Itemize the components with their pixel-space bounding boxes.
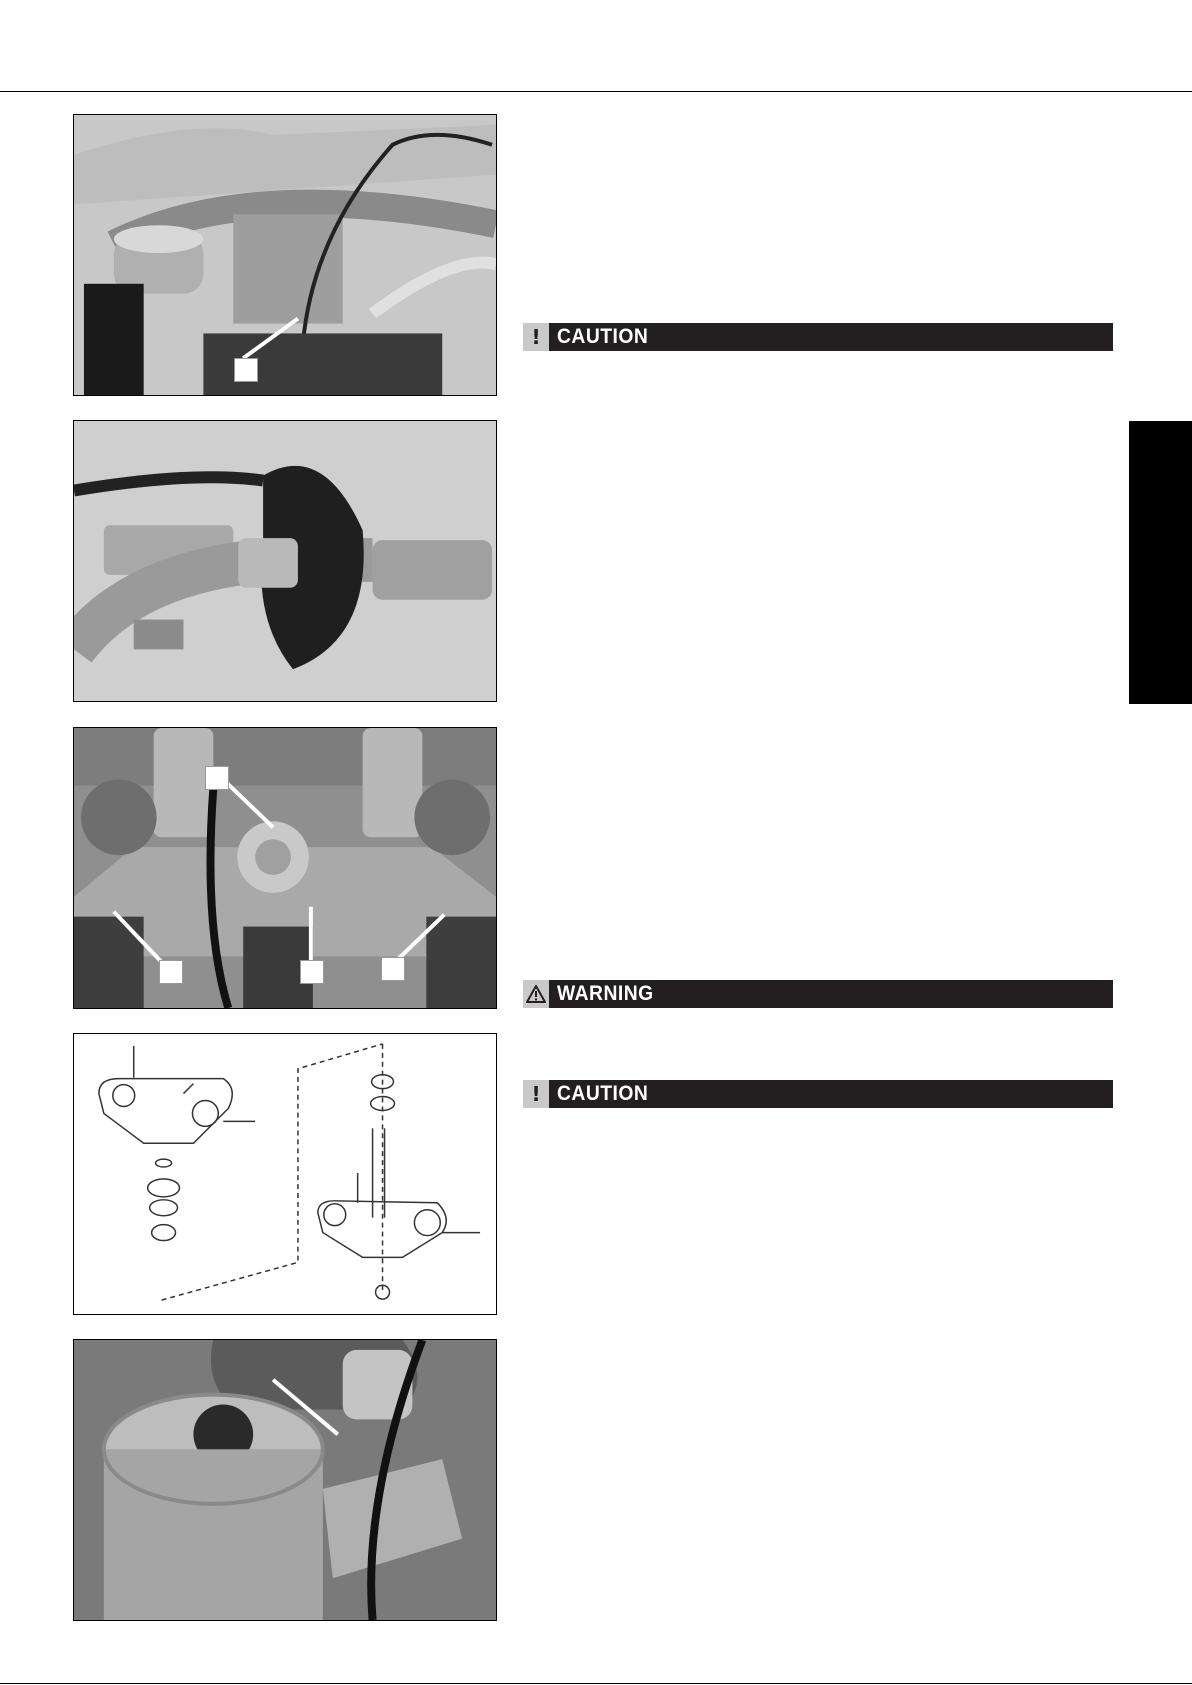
notice-label: CAUTION: [557, 325, 649, 348]
figure-steering-head: [73, 1339, 497, 1621]
warning-triangle-icon: [523, 980, 549, 1008]
notice-label: WARNING: [557, 982, 654, 1005]
header-rule: [0, 91, 1192, 92]
exclamation-icon: !: [523, 1080, 549, 1108]
figure-handlebar-cable: [73, 114, 497, 396]
caution-notice: [523, 323, 1113, 351]
figure-exploded-diagram: [73, 1033, 497, 1315]
chapter-tab: [1129, 421, 1192, 704]
warning-notice: [523, 980, 1113, 1008]
caution-notice: [523, 1080, 1113, 1108]
callout-badge: [300, 960, 324, 984]
exclamation-icon: !: [523, 323, 549, 351]
callout-badge: [159, 960, 183, 984]
footer-rule: [0, 1683, 1192, 1684]
callout-badge: [234, 358, 258, 382]
notice-label: CAUTION: [557, 1082, 649, 1105]
callout-badge: [381, 957, 405, 981]
callout-badge: [205, 766, 229, 790]
figure-top-triple-clamp: [73, 727, 497, 1009]
figure-throttle-grip: [73, 420, 497, 702]
